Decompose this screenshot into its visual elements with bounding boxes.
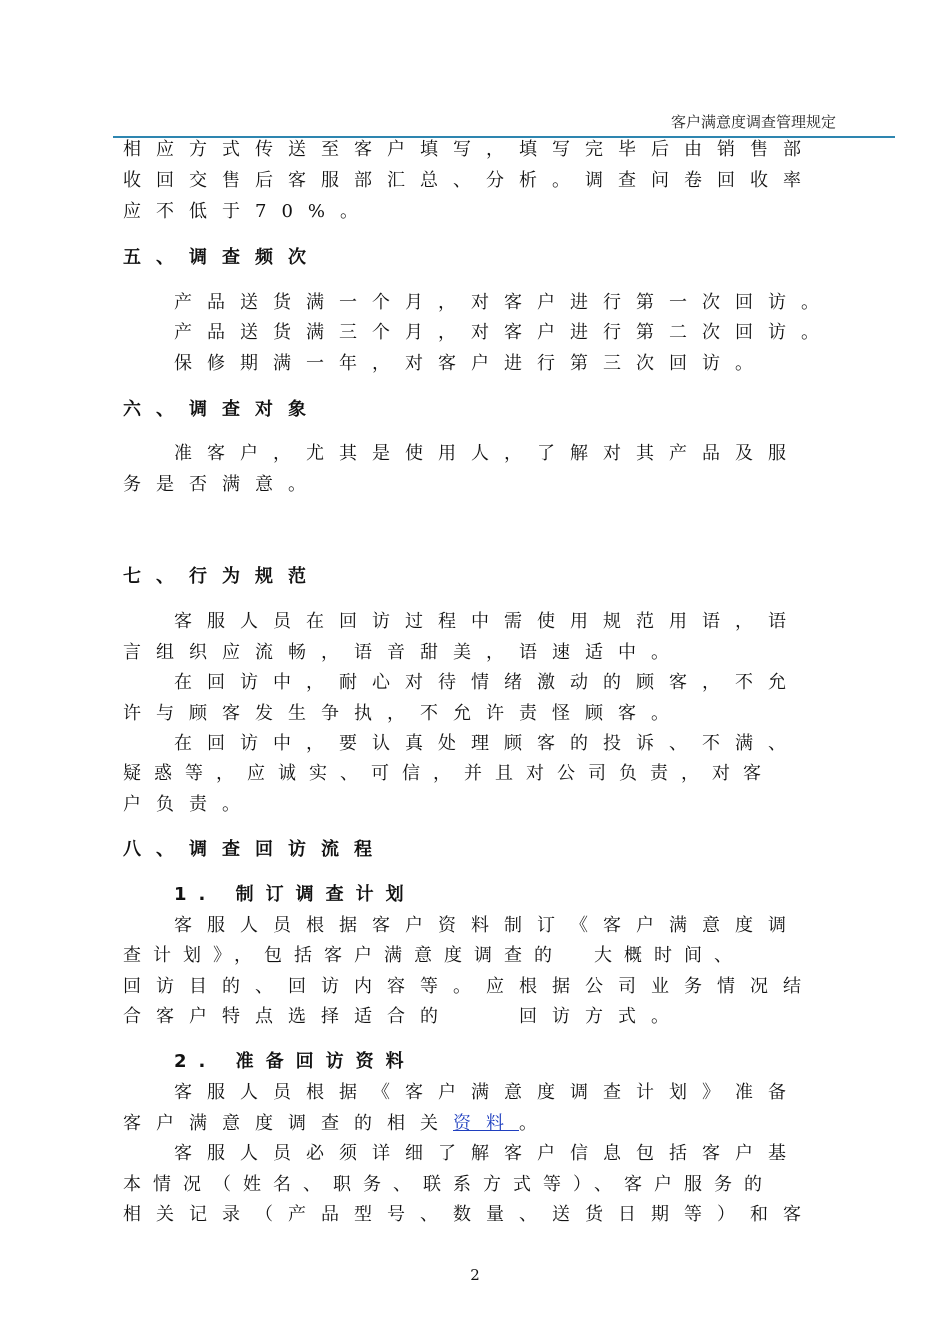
body-line: 客服人员必须详细了解客户信息包括客户基 (174, 1143, 801, 1164)
body-line: 言组织应流畅，语音甜美，语速适中。 (123, 642, 684, 663)
body-line: 产品送货满一个月，对客户进行第一次回访。 (174, 292, 834, 313)
section-heading-target: 六、调查对象 (123, 399, 321, 420)
body-line: 相关记录（产品型号、数量、送货日期等）和客 (123, 1204, 816, 1225)
body-line: 客服人员在回访过程中需使用规范用语，语 (174, 611, 801, 632)
body-line: 回访目的、回访内容等。应根据公司业务情况结 (123, 976, 816, 997)
subsection-heading-materials: 2. 准备回访资料 (174, 1051, 416, 1072)
body-line: 许与顾客发生争执，不允许责怪顾客。 (123, 703, 684, 724)
body-line: 务是否满意。 (123, 474, 321, 495)
body-text: 客户满意度调查的相关 (123, 1113, 453, 1134)
body-line (123, 1109, 552, 1135)
body-line: 疑惑等，应诚实、可信，并且对公司负责，对客 (123, 763, 774, 784)
body-line: 客服人员根据《客户满意度调查计划》准备 (174, 1082, 801, 1103)
page-number: 2 (470, 1266, 480, 1284)
body-line: 保修期满一年，对客户进行第三次回访。 (174, 353, 768, 374)
body-line: 合客户特点选择适合的 回访方式。 (123, 1006, 684, 1027)
materials-link[interactable]: 资料 (453, 1113, 519, 1134)
body-line: 产品送货满三个月，对客户进行第二次回访。 (174, 322, 834, 343)
section-heading-frequency: 五、调查频次 (123, 247, 321, 268)
running-header-title: 客户满意度调查管理规定 (670, 113, 836, 131)
body-line: 应不低于70%。 (123, 201, 374, 222)
body-line: 户负责。 (123, 794, 255, 815)
subsection-heading-plan: 1. 制订调查计划 (174, 884, 416, 905)
body-line: 查计划》，包括客户满意度调查的 大概时间、 (123, 945, 744, 966)
body-line: 在回访中，耐心对待情绪激动的顾客，不允 (174, 672, 801, 693)
section-heading-process: 八、调查回访流程 (123, 839, 387, 860)
body-line: 相应方式传送至客户填写，填写完毕后由销售部 (123, 139, 816, 160)
body-line: 客服人员根据客户资料制订《客户满意度调 (174, 915, 801, 936)
body-line: 本情况（姓名、职务、联系方式等）、客户服务的 (123, 1174, 774, 1195)
body-line: 准客户，尤其是使用人，了解对其产品及服 (174, 443, 801, 464)
body-text: 。 (519, 1113, 552, 1134)
section-heading-conduct: 七、行为规范 (123, 566, 321, 587)
body-line: 收回交售后客服部汇总、分析。调查问卷回收率 (123, 170, 816, 191)
body-line: 在回访中，要认真处理顾客的投诉、不满、 (174, 733, 801, 754)
